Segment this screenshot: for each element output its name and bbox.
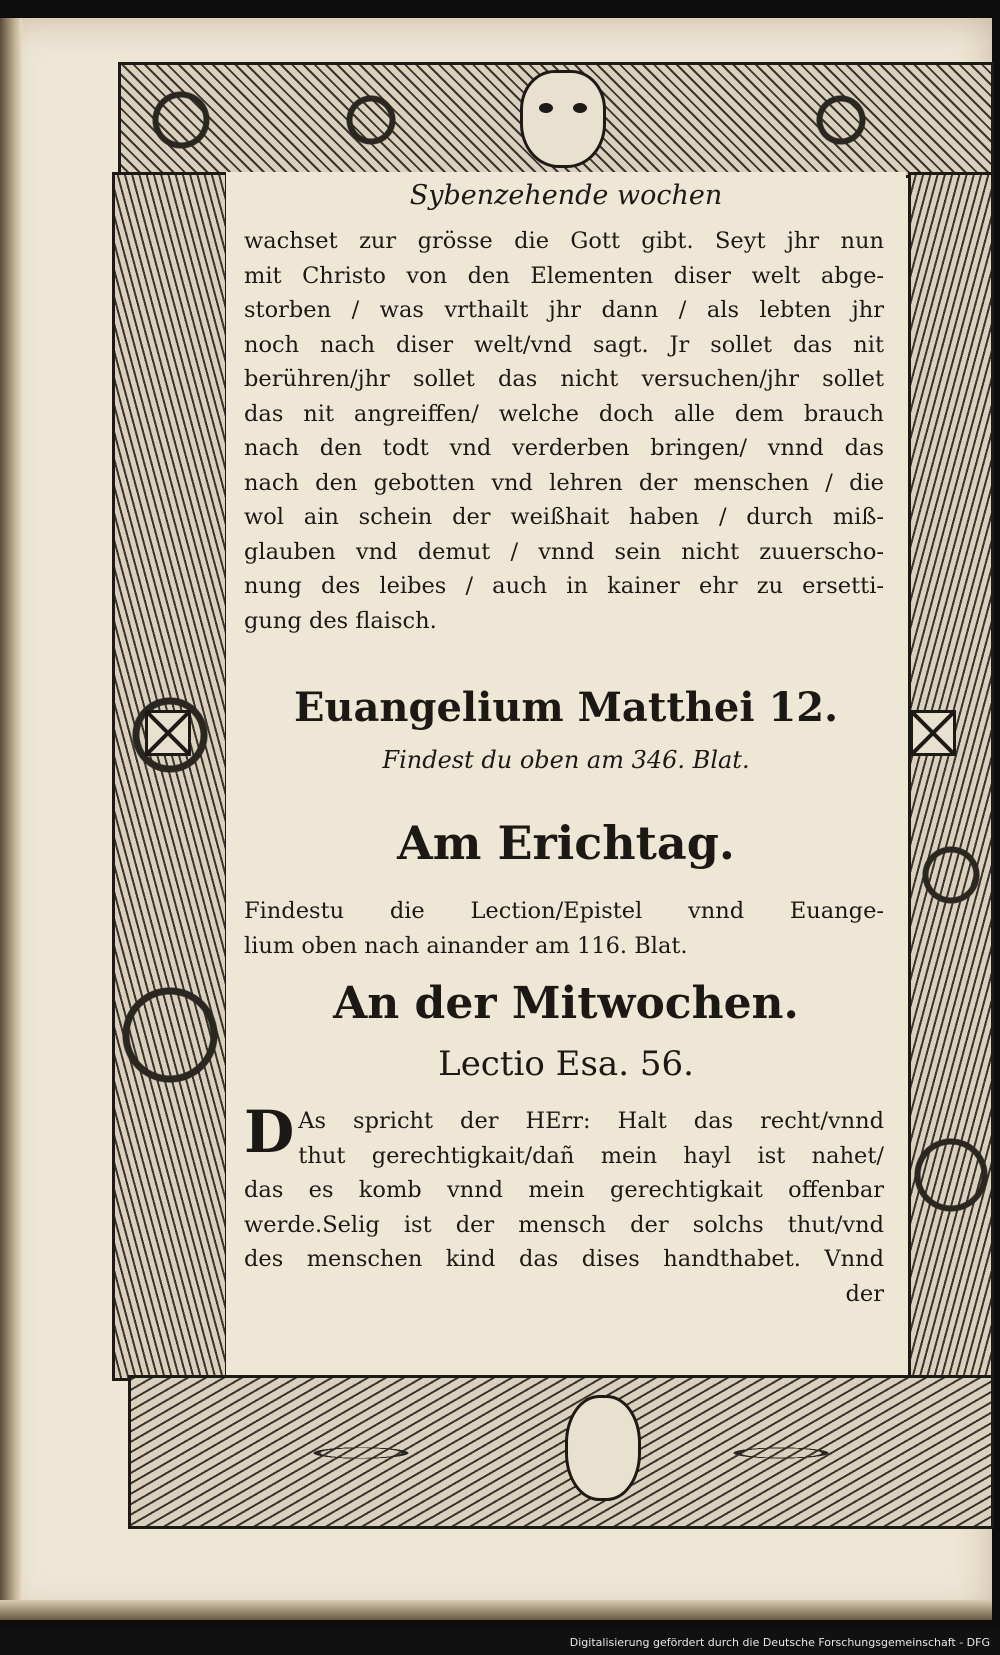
lection-text [244,1098,884,1311]
cross-emblem-left [145,710,191,756]
woodcut-border-right [908,172,994,1381]
page-bottom-edge [0,1600,992,1620]
epistle-text [244,224,884,638]
wednesday-heading: An der Mitwochen. [333,978,799,1029]
lion-mask-ornament [520,70,606,168]
running-head: Sybenzehende wochen [409,180,723,211]
tuesday-heading: Am Erichtag. [397,816,735,870]
text-line: wol ain schein der weißhait haben / durch miß- [244,504,884,530]
text-line: gung des flaisch. [244,607,437,634]
text-line: nach den gebotten vnd lehren der menschen / die [244,469,884,496]
text-line: das nit angreiffen/ welche doch alle dem brauch [244,400,884,427]
drop-cap: D [244,1098,295,1166]
text-line: das es komb vnnd mein gerechtigkait offenbar [244,1177,884,1203]
grotesque-mask-ornament [565,1395,641,1501]
text-line: berühren/jhr sollet das nicht versuchen/jhr sollet [244,366,884,392]
page-gutter [0,18,22,1618]
text-line: thut gerechtigkait/dañ mein hayl ist nahet/ [298,1142,884,1169]
text-line: noch nach diser welt/vnd sagt. Jr sollet das nit [244,331,884,358]
text-line: werde.Selig ist der mensch der solchs thut/vnd [244,1211,884,1238]
text-line: mit Christo von den Elementen diser welt abge- [244,262,884,289]
text-line: des menschen kind das dises handthabet. Vnnd [244,1246,884,1272]
cross-emblem-right [910,710,956,756]
lection-heading: Lectio Esa. 56. [438,1044,694,1084]
catchword: der [845,1280,884,1307]
woodcut-border-left [112,172,228,1381]
text-line: glauben vnd demut / vnnd sein nicht zuuerscho- [244,538,884,565]
text-line: As spricht der HErr: Halt das recht/vnnd [298,1108,884,1134]
text-block [226,172,906,1375]
footer-credit: Digitalisierung gefördert durch die Deutsche Forschungsgemeinschaft - DFG [569,1636,990,1649]
text-line: nach den todt vnd verderben bringen/ vnnd das [244,435,884,461]
text-line: nung des leibes / auch in kainer ehr zu ersetti- [244,573,884,599]
woodcut-border-bottom [128,1375,994,1529]
text-line: storben / was vrthailt jhr dann / als lebten jhr [244,297,884,323]
gospel-heading: Euangelium Matthei 12. [293,684,839,731]
text-line: Findestu die Lection/Epistel vnnd Euange- [244,898,884,924]
gospel-reference: Findest du oben am 346. Blat. [382,746,750,774]
text-line: wachset zur grösse die Gott gibt. Seyt jhr nun [244,228,884,254]
text-line: lium oben nach ainander am 116. Blat. [244,932,688,959]
tuesday-text [244,894,884,963]
